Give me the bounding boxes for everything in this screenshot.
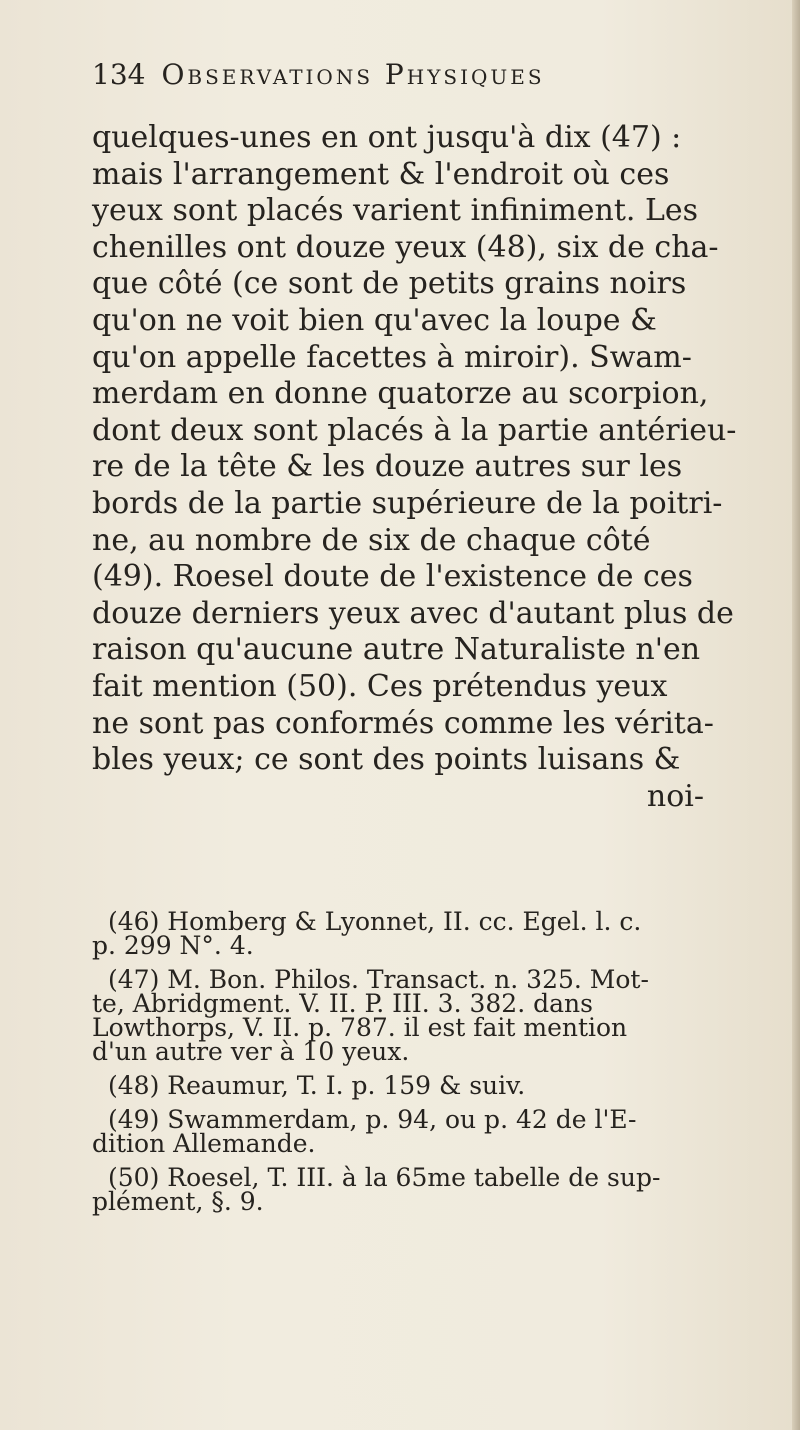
footnote-49 (92, 1105, 712, 1158)
text-line: (49). Roesel doute de l'existence de ces (92, 559, 693, 595)
footnote-46 (92, 907, 712, 960)
catchword: noi- (646, 778, 704, 814)
footnotes (92, 907, 712, 1224)
body-text (92, 120, 737, 815)
text-line: bles yeux; ce sont des points luisans & (92, 742, 681, 778)
text-line: ne sont pas conformés comme les vérita- (92, 705, 714, 741)
text-line: yeux sont placés varient infiniment. Les (92, 193, 699, 229)
footnote-line: (48) Reaumur, T. I. p. 159 & suiv. (108, 1071, 526, 1100)
footnote-line: d'un autre ver à 10 yeux. (92, 1037, 410, 1066)
text-line: qu'on ne voit bien qu'avec la loupe & (92, 302, 657, 338)
footnote-line: te, Abridgment. V. II. P. III. 3. 382. dans (92, 989, 593, 1018)
footnote-line: (47) M. Bon. Philos. Transact. n. 325. Mot- (108, 965, 649, 994)
footnote-line: (49) Swammerdam, p. 94, ou p. 42 de l'E- (108, 1105, 637, 1134)
text-line: merdam en donne quatorze au scorpion, (92, 376, 709, 412)
text-line: fait mention (50). Ces prétendus yeux (92, 668, 668, 704)
text-line: bords de la partie supérieure de la poitri- (92, 485, 723, 521)
text-line: douze derniers yeux avec d'autant plus de (92, 595, 734, 631)
footnote-47 (92, 965, 712, 1066)
text-line: qu'on appelle facettes à miroir). Swam- (92, 339, 692, 375)
footnote-48 (92, 1071, 712, 1100)
footnote-line: dition Allemande. (92, 1129, 316, 1158)
page-header (92, 58, 722, 102)
footnote-line: plément, §. 9. (92, 1187, 264, 1216)
text-line: ne, au nombre de six de chaque côté (92, 522, 651, 558)
text-line: re de la tête & les douze autres sur les (92, 449, 683, 485)
page-edge (792, 0, 800, 1430)
text-line: dont deux sont placés à la partie antérieu- (92, 412, 737, 448)
page-number: 134 (92, 58, 146, 91)
footnote-50 (92, 1163, 712, 1216)
footnote-line: Lowthorps, V. II. p. 787. il est fait mention (92, 1013, 628, 1042)
footnote-line: (50) Roesel, T. III. à la 65me tabelle de sup- (108, 1163, 661, 1192)
text-line: raison qu'aucune autre Naturaliste n'en (92, 632, 701, 668)
text-line: quelques-unes en ont jusqu'à dix (47) : (92, 120, 682, 155)
text-line: mais l'arrangement & l'endroit où ces (92, 156, 670, 192)
text-line: que côté (ce sont de petits grains noirs (92, 266, 687, 302)
footnote-line: p. 299 N°. 4. (92, 931, 254, 960)
text-line: chenilles ont douze yeux (48), six de cha- (92, 229, 719, 265)
running-head: Observations Physiques (161, 58, 545, 91)
footnote-line: (46) Homberg & Lyonnet, II. cc. Egel. l. c. (108, 907, 642, 936)
